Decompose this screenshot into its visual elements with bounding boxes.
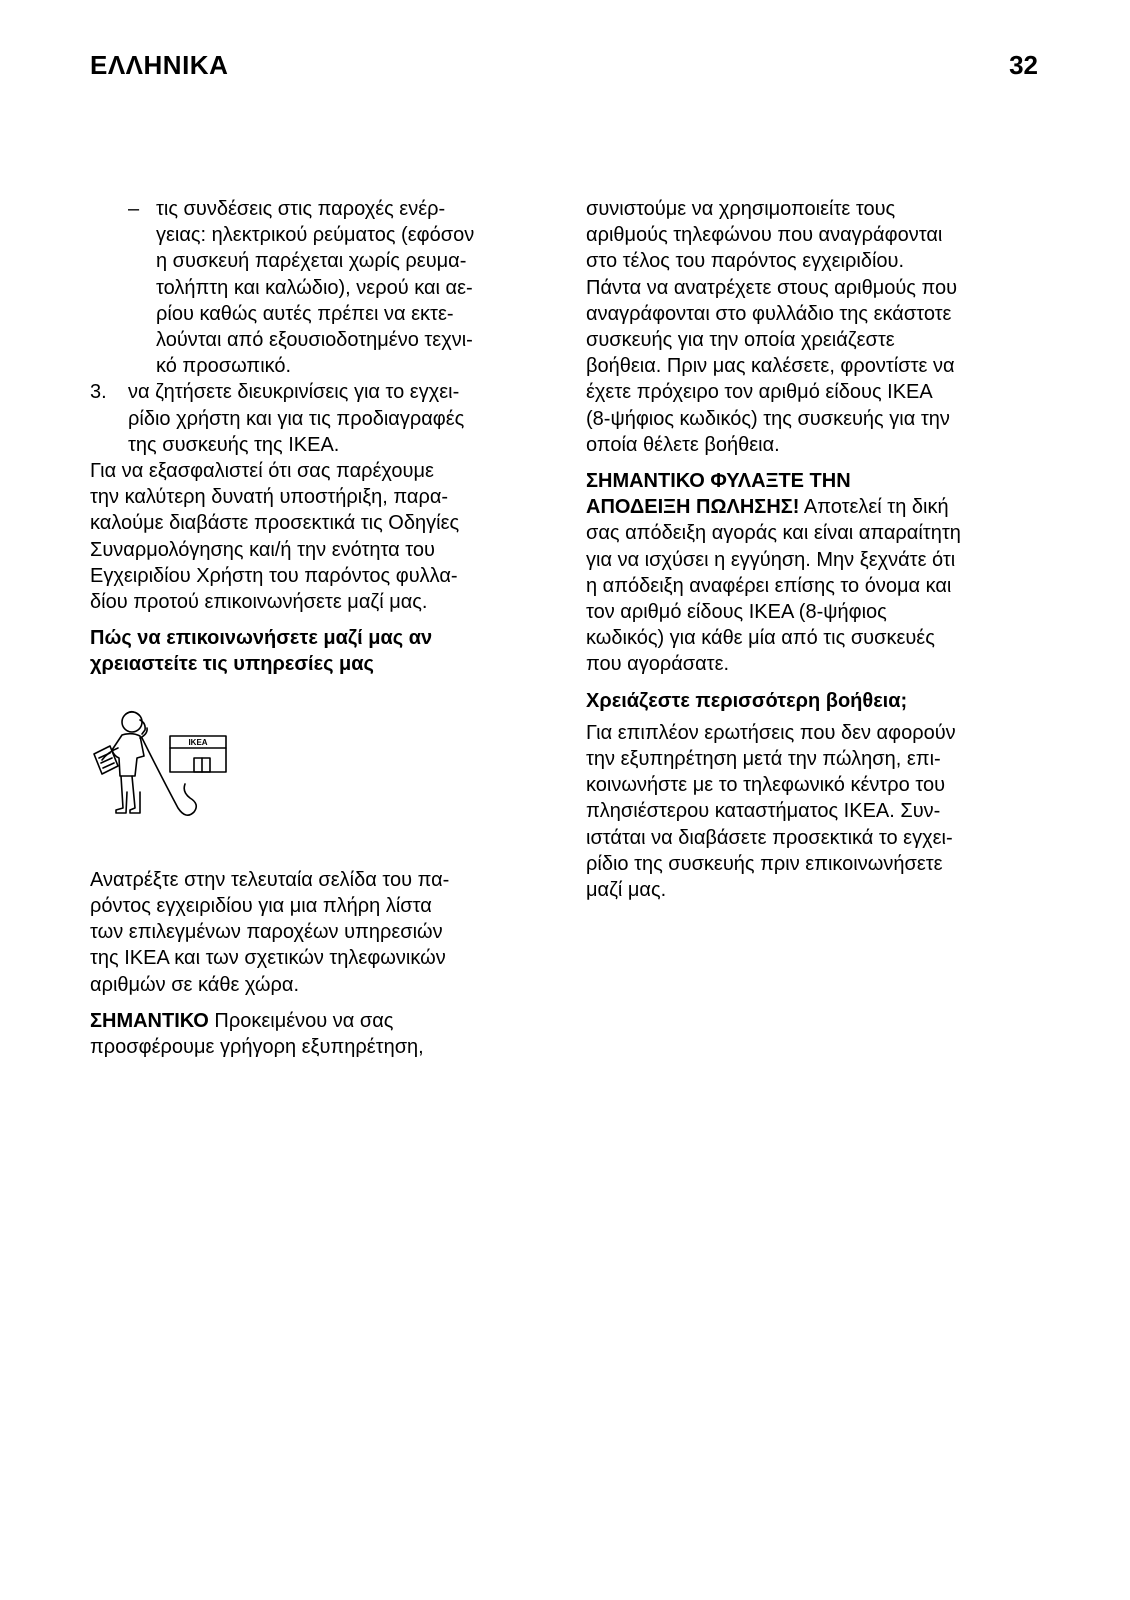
- receipt-heading-line: ΣΗΜΑΝΤΙΚΟ ΦΥΛΑΞΤΕ ΤΗΝ: [586, 470, 851, 493]
- dash-marker: –: [128, 198, 140, 220]
- ikea-sign-text: IKEA: [188, 737, 208, 747]
- text-line: ιστάται να διαβάσετε προσεκτικά το εγχει-: [586, 826, 953, 849]
- text-line: [586, 494, 1046, 520]
- customer-service-illustration: [90, 708, 240, 824]
- phone-cord-icon: [142, 738, 196, 815]
- important-text: Προκειμένου να σας: [208, 1009, 394, 1032]
- text-line: [90, 1008, 558, 1034]
- page-header: [90, 50, 1038, 90]
- text-line: (8-ψήφιος κωδικός) της συσκευής για την: [586, 407, 950, 430]
- more-help-paragraph: [586, 720, 1046, 903]
- support-paragraph: [90, 458, 558, 615]
- list-number: 3.: [90, 381, 107, 404]
- text-line: της συσκευής της IKEA.: [128, 433, 340, 456]
- text-line: βοήθεια. Πριν μας καλέσετε, φροντίστε να: [586, 355, 955, 378]
- text-line: λούνται από εξουσιοδοτημένο τεχνι-: [156, 329, 473, 352]
- text-line: που αγοράσατε.: [586, 653, 730, 676]
- text-line: Για να εξασφαλιστεί ότι σας παρέχουμε: [90, 460, 434, 483]
- text-line: τον αριθμό είδους IKEA (8-ψήφιος: [586, 601, 887, 624]
- dash-list-item: [90, 196, 558, 379]
- text-line: ρίου καθώς αυτές πρέπει να εκτε-: [156, 302, 454, 325]
- phone-numbers-paragraph: [586, 196, 1046, 458]
- text-line: ρόντος εγχειριδίου για μια πλήρη λίστα: [90, 895, 432, 918]
- contact-heading: [90, 625, 558, 677]
- text-line: ρίδιο χρήστη και για τις προδιαγραφές: [128, 407, 465, 430]
- text-line: συσκευής για την οποία χρειάζεστε: [586, 329, 895, 352]
- text-line: συνιστούμε να χρησιμοποιείτε τους: [586, 198, 896, 220]
- text-line: ρίδιο της συσκευής πριν επικοινωνήσετε: [586, 852, 943, 875]
- receipt-paragraph: [586, 468, 1046, 678]
- text-line: δίου προτού επικοινωνήσετε μαζί μας.: [90, 591, 428, 614]
- text-line: αναγράφονται στο φυλλάδιο της εκάστοτε: [586, 302, 952, 325]
- text-line: καλούμε διαβάστε προσεκτικά τις Οδηγίες: [90, 512, 460, 535]
- text-line: τις συνδέσεις στις παροχές ενέρ-: [156, 198, 446, 220]
- language-title: ΕΛΛΗΝΙΚΑ: [90, 50, 229, 80]
- text-line: τολήπτη και καλώδιο), νερού και αε-: [156, 276, 473, 299]
- text-line: των επιλεγμένων παροχέων υπηρεσιών: [90, 921, 443, 944]
- heading-line: Πώς να επικοινωνήσετε μαζί μας αν: [90, 627, 433, 650]
- left-column: [90, 196, 558, 1070]
- right-column: [586, 196, 1046, 913]
- text-line: Για επιπλέον ερωτήσεις που δεν αφορούν: [586, 721, 956, 744]
- text-line: έχετε πρόχειρο τον αριθμό είδους IKEA: [586, 381, 933, 404]
- important-paragraph: [90, 1008, 558, 1060]
- text-line: γειας: ηλεκτρικού ρεύματος (εφόσον: [156, 224, 475, 247]
- receipt-text: Αποτελεί τη δική: [799, 496, 949, 519]
- more-help-heading: Χρειάζεστε περισσότερη βοήθεια;: [586, 689, 908, 712]
- text-line: Συναρμολόγησης και/ή την ενότητα του: [90, 538, 435, 561]
- text-line: στο τέλος του παρόντος εγχειριδίου.: [586, 250, 905, 273]
- heading-line: χρειαστείτε τις υπηρεσίες μας: [90, 653, 374, 676]
- text-line: κωδικός) για κάθε μία από τις συσκευές: [586, 627, 935, 650]
- text-line: Πάντα να ανατρέχετε στους αριθμούς που: [586, 276, 958, 299]
- text-line: σας απόδειξη αγοράς και είναι απαραίτητη: [586, 522, 961, 545]
- text-line: οποία θέλετε βοήθεια.: [586, 433, 780, 456]
- text-line: την εξυπηρέτηση μετά την πώληση, επι-: [586, 748, 941, 771]
- text-line: για να ισχύσει η εγγύηση. Μην ξεχνάτε ότι: [586, 548, 956, 571]
- service-list-paragraph: [90, 867, 558, 998]
- text-line: αριθμών σε κάθε χώρα.: [90, 973, 300, 996]
- text-line: της IKEA και των σχετικών τηλεφωνικών: [90, 947, 446, 970]
- text-line: μαζί μας.: [586, 879, 667, 902]
- page-number: 32: [1009, 50, 1038, 80]
- numbered-list-item: [90, 379, 558, 458]
- receipt-heading-end: ΑΠΟΔΕΙΞΗ ΠΩΛΗΣΗΣ!: [586, 496, 800, 519]
- text-line: προσφέρουμε γρήγορη εξυπηρέτηση,: [90, 1036, 424, 1059]
- text-line: Εγχειριδίου Χρήστη του παρόντος φυλλα-: [90, 564, 458, 587]
- text-line: κό προσωπικό.: [156, 355, 292, 378]
- text-line: να ζητήσετε διευκρινίσεις για το εγχει-: [128, 381, 460, 404]
- text-line: αριθμούς τηλεφώνου που αναγράφονται: [586, 224, 943, 247]
- text-line: Ανατρέξτε στην τελευταία σελίδα του πα-: [90, 868, 450, 891]
- text-line: η απόδειξη αναφέρει επίσης το όνομα και: [586, 574, 952, 597]
- text-line: πλησιέστερου καταστήματος IKEA. Συν-: [586, 800, 941, 823]
- text-line: η συσκευή παρέχεται χωρίς ρευμα-: [156, 250, 467, 273]
- text-line: κοινωνήστε με το τηλεφωνικό κέντρο του: [586, 774, 946, 797]
- text-line: την καλύτερη δυνατή υποστήριξη, παρα-: [90, 486, 449, 509]
- important-label: ΣΗΜΑΝΤΙΚΟ: [90, 1009, 209, 1032]
